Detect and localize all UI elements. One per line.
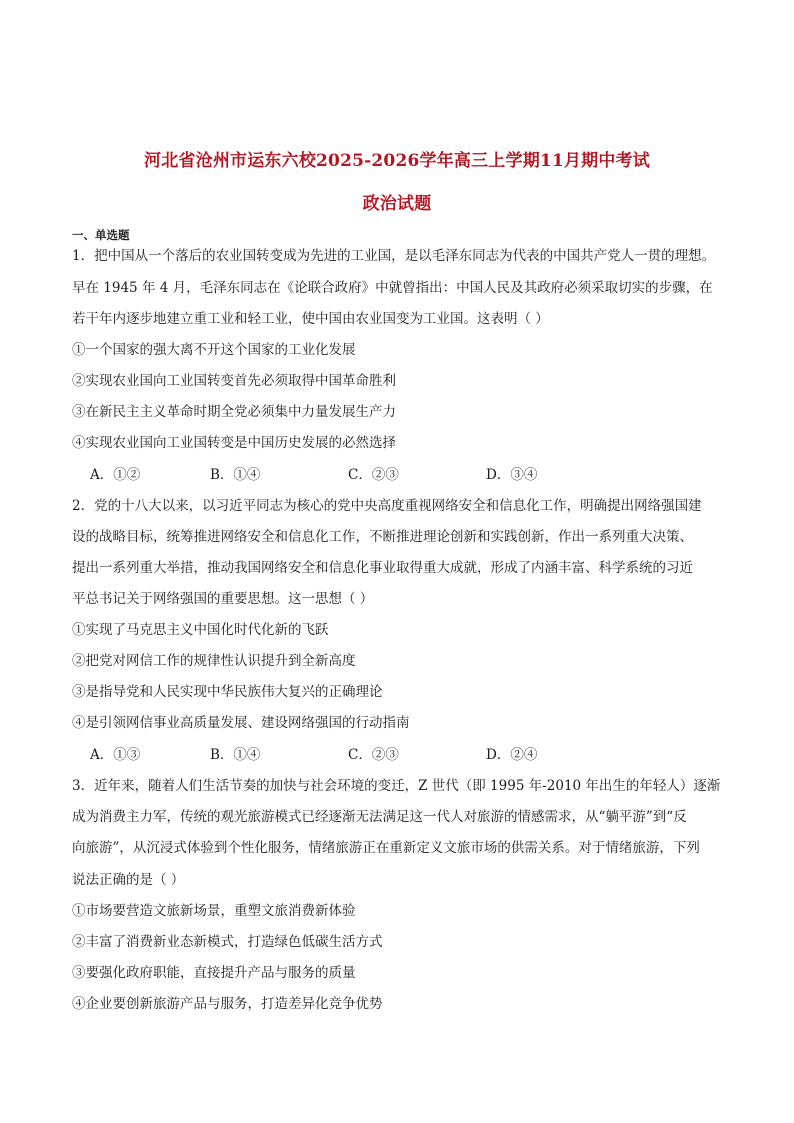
q3-choice-item: ④企业要创新旅游产品与服务，打造差异化竞争优势 (72, 996, 383, 1012)
q2-option-b: B．①④ (210, 747, 261, 763)
q1-choice-item: ②实现农业国向工业国转变首先必须取得中国革命胜利 (72, 373, 396, 389)
q1-option-a: A．①② (90, 467, 141, 483)
q2-option-a: A．①③ (90, 747, 141, 763)
q1-option-d: D．③④ (486, 467, 538, 483)
q1-choice-item: ③在新民主主义革命时期全党必须集中力量发展生产力 (72, 404, 396, 420)
q2-stem-line: 设的战略目标，统筹推进网络安全和信息化工作，不断推进理论创新和实践创新，作出一系列重大决策、 (72, 529, 693, 545)
q2-choice-item: ②把党对网信工作的规律性认识提升到全新高度 (72, 653, 356, 669)
q3-stem-line: 说法正确的是（ ） (72, 872, 185, 888)
q3-stem-line: 3．近年来，随着人们生活节奏的加快与社会环境的变迁，Z 世代（即 1995 年-2010 年出生的年轻人）逐渐 (72, 778, 721, 794)
q2-stem-line: 提出一系列重大举措，推动我国网络安全和信息化事业取得重大成就，形成了内涵丰富、科学系统的习近 (72, 560, 693, 576)
q1-stem-line: 1．把中国从一个落后的农业国转变成为先进的工业国，是以毛泽东同志为代表的中国共产党人一贯的理想。 (72, 248, 716, 264)
q1-choice-item: ①一个国家的强大离不开这个国家的工业化发展 (72, 342, 356, 358)
q2-option-c: C．②③ (348, 747, 399, 763)
section-heading: 一、单选题 (72, 228, 130, 242)
q1-stem-line: 早在 1945 年 4 月，毛泽东同志在《论联合政府》中就曾指出：中国人民及其政府必须采取切实的步骤，在 (72, 280, 713, 296)
q2-stem-line: 平总书记关于网络强国的重要思想。这一思想（ ） (72, 591, 374, 607)
q2-choice-item: ④是引领网信事业高质量发展、建设网络强国的行动指南 (72, 715, 410, 731)
q2-choice-item: ③是指导党和人民实现中华民族伟大复兴的正确理论 (72, 684, 383, 700)
q2-option-d: D．②④ (486, 747, 538, 763)
exam-subtitle: 政治试题 (362, 194, 432, 214)
exam-title: 河北省沧州市运东六校2025-2026学年高三上学期11月期中考试 (144, 151, 650, 171)
q3-choice-item: ③要强化政府职能，直接提升产品与服务的质量 (72, 965, 356, 981)
q1-option-b: B．①④ (210, 467, 261, 483)
q1-choice-item: ④实现农业国向工业国转变是中国历史发展的必然选择 (72, 435, 396, 451)
q1-option-c: C．②③ (348, 467, 399, 483)
q3-choice-item: ②丰富了消费新业态新模式，打造绿色低碳生活方式 (72, 934, 383, 950)
q3-stem-line: 成为消费主力军，传统的观光旅游模式已经逐渐无法满足这一代人对旅游的情感需求，从“躺平游”到“反 (72, 809, 687, 825)
q3-choice-item: ①市场要营造文旅新场景，重塑文旅消费新体验 (72, 903, 356, 919)
q2-choice-item: ①实现了马克思主义中国化时代化新的飞跃 (72, 622, 329, 638)
q1-stem-line: 若干年内逐步地建立重工业和轻工业，使中国由农业国变为工业国。这表明（ ） (72, 311, 549, 327)
q3-stem-line: 向旅游”，从沉浸式体验到个性化服务，情绪旅游正在重新定义文旅市场的供需关系。对于情绪旅游，下列 (72, 840, 700, 856)
q2-stem-line: 2．党的十八大以来，以习近平同志为核心的党中央高度重视网络安全和信息化工作，明确提出网络强国建 (72, 498, 702, 514)
